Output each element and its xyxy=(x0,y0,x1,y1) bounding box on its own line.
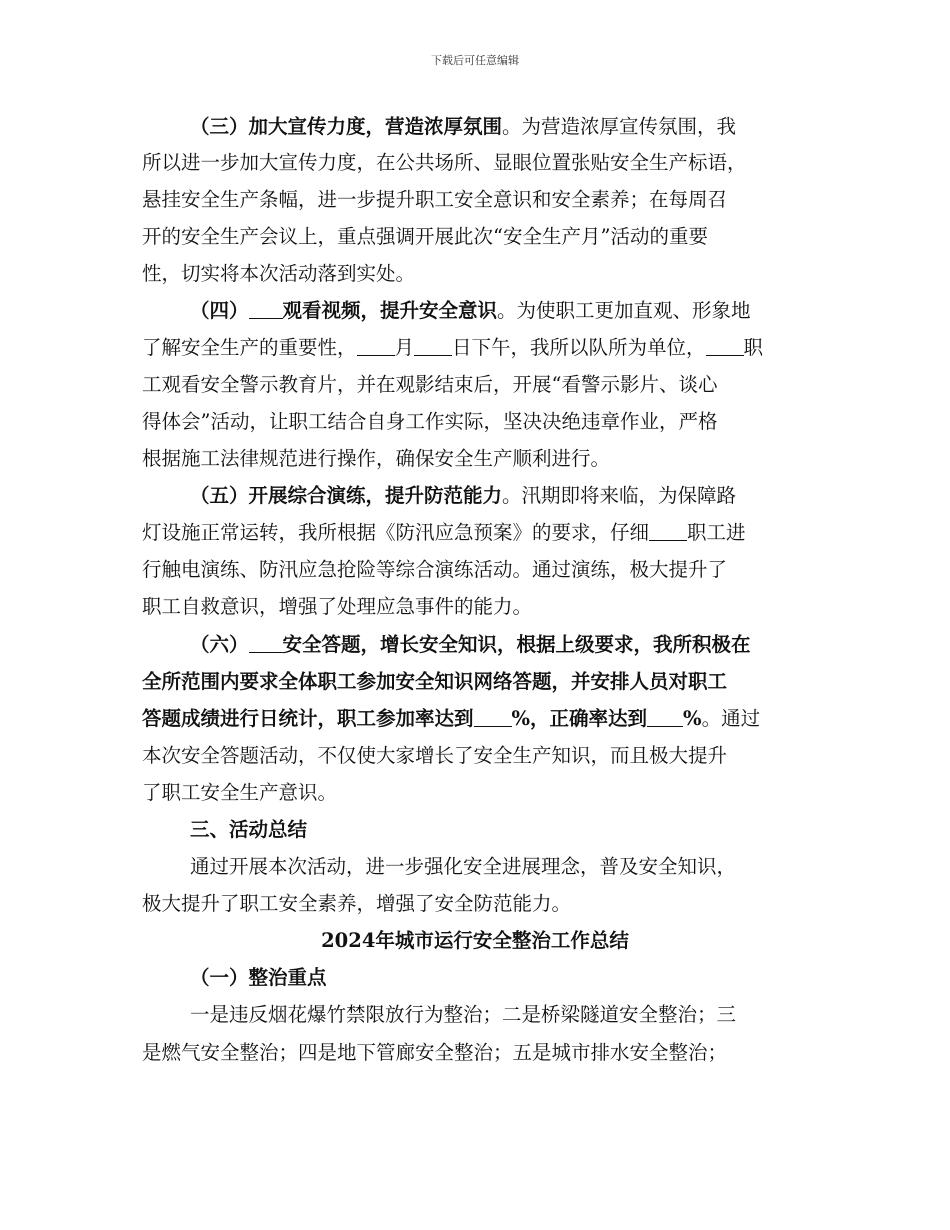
para-4-line-4: 得体会”活动，让职工结合自身工作实际，坚决决绝违章作业，严格 xyxy=(142,410,718,433)
para-5-line-3: 行触电演练、防汛应急抢险等综合演练活动。通过演练，极大提升了 xyxy=(142,558,728,581)
blank-field xyxy=(249,300,283,319)
text-span: 月 xyxy=(394,336,415,359)
section-3-heading: 三、活动总结 xyxy=(190,818,308,841)
para-3-heading: （三）加大宣传力度，营造浓厚氛围 xyxy=(190,115,503,138)
blank-field xyxy=(414,337,452,356)
blank-field xyxy=(706,337,744,356)
para-6-line-5: 了职工安全生产意识。 xyxy=(142,781,338,804)
para-3-text: 。为营造浓厚宣传氛围，我 xyxy=(502,115,737,138)
blank-field xyxy=(647,708,683,727)
para-3-line-5: 性，切实将本次活动落到实处。 xyxy=(142,262,416,285)
para-4-line-3: 工观看安全警示教育片，并在观影结束后，开展“看警示影片、谈心 xyxy=(142,373,718,396)
doc2-line-2: 是燃气安全整治；四是地下管廊安全整治；五是城市排水安全整治； xyxy=(142,1041,728,1064)
para-4-heading-num: （四） xyxy=(190,299,249,322)
text-span: 日下午，我所以队所为单位， xyxy=(452,336,706,359)
para-5-heading: （五）开展综合演练，提升防范能力 xyxy=(190,484,503,507)
blank-field xyxy=(249,634,283,653)
para-6-line-3 xyxy=(142,701,760,737)
para-3-line-2: 所以进一步加大宣传力度，在公共场所、显眼位置张贴安全生产标语， xyxy=(142,151,747,174)
para-6-line-2: 全所范围内要求全体职工参加安全知识网络答题，并安排人员对职工 xyxy=(142,670,728,693)
text-span: %，正确率达到 xyxy=(511,707,648,730)
page-header: 下载后可任意编辑 xyxy=(431,54,519,67)
blank-field xyxy=(474,708,512,727)
text-span: 。通过 xyxy=(701,707,761,730)
text-span: % xyxy=(683,707,702,730)
section-3-line-1: 通过开展本次活动，进一步强化安全进展理念，普及安全知识， xyxy=(190,855,737,878)
doc2-heading-1: （一）整治重点 xyxy=(190,966,327,989)
text-span: 职 xyxy=(743,336,764,359)
para-3-line-3: 悬挂安全生产条幅，进一步提升职工安全意识和安全素养；在每周召 xyxy=(142,188,728,211)
document-title: 2024年城市运行安全整治工作总结 xyxy=(321,929,629,952)
text-span: 答题成绩进行日统计，职工参加率达到 xyxy=(142,707,474,730)
para-4-line-2 xyxy=(142,330,763,366)
blank-field xyxy=(649,522,687,541)
text-span: （六） xyxy=(190,633,249,656)
para-4-heading: 观看视频，提升安全意识 xyxy=(282,299,498,322)
para-4-line-1 xyxy=(190,293,751,329)
para-4-line-5: 根据施工法律规范进行操作，确保安全生产顺利进行。 xyxy=(142,447,611,470)
text-span: 安全答题，增长安全知识，根据上级要求，我所积极在 xyxy=(282,633,751,656)
text-span: 职工进 xyxy=(687,521,746,544)
para-5-line-1 xyxy=(190,478,736,514)
para-3-line-4: 开的安全生产会议上，重点强调开展此次“安全生产月”活动的重要 xyxy=(142,225,708,248)
text-span: 了解安全生产的重要性， xyxy=(142,336,357,359)
para-6-line-4: 本次安全答题活动，不仅使大家增长了安全生产知识，而且极大提升 xyxy=(142,744,728,767)
para-5-text: 。汛期即将来临，为保障路 xyxy=(502,484,737,507)
para-3-line-1 xyxy=(190,109,736,145)
para-4-text: 。为使职工更加直观、形象地 xyxy=(497,299,751,322)
blank-field xyxy=(357,337,395,356)
section-3-line-2: 极大提升了职工安全素养，增强了安全防范能力。 xyxy=(142,892,572,915)
para-6-line-1 xyxy=(190,627,751,663)
text-span: 灯设施正常运转，我所根据《防汛应急预案》的要求，仔细 xyxy=(142,521,650,544)
para-5-line-4: 职工自救意识，增强了处理应急事件的能力。 xyxy=(142,595,533,618)
doc2-line-1: 一是违反烟花爆竹禁限放行为整治；二是桥梁隧道安全整治；三 xyxy=(190,1003,737,1026)
para-5-line-2 xyxy=(142,515,746,551)
